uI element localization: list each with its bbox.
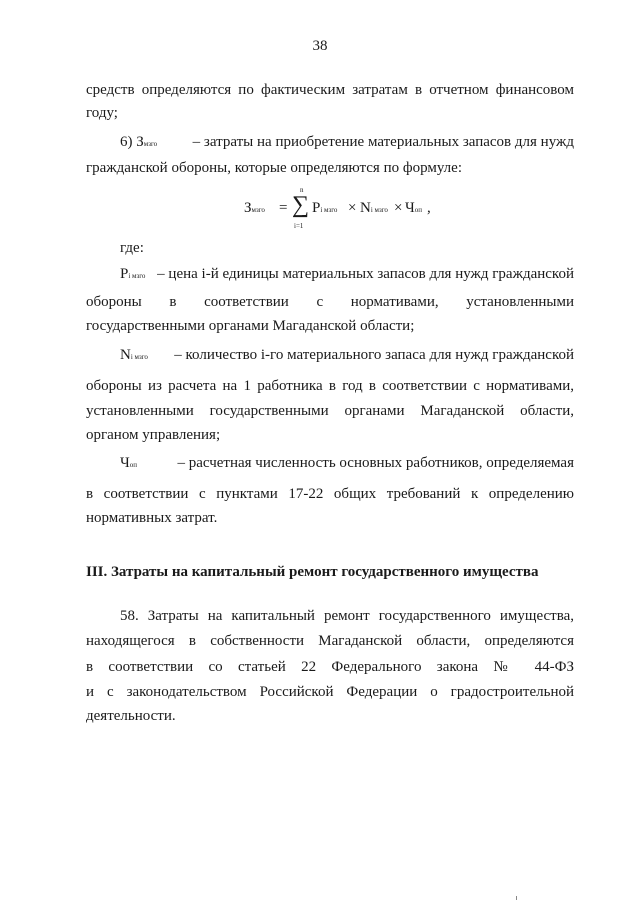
symbol-n-subscript: i мзго — [130, 353, 148, 361]
paragraph-58-line: в соответствии со статьей 22 Федерального закона № 44-ФЗ — [86, 659, 574, 675]
symbol-p: P — [120, 266, 129, 282]
paragraph-58-line: 58. Затраты на капитальный ремонт государственного имущества, — [120, 608, 574, 624]
body-line: обороны в соответствии с нормативами, установленными — [86, 294, 574, 310]
body-line: обороны из расчета на 1 работника в год в соответствии с нормативами, — [86, 378, 574, 394]
symbol-z: З — [136, 134, 144, 150]
body-line: средств определяются по фактическим затратам в отчетном финансовом — [86, 82, 574, 98]
sum-lower-limit: i=1 — [294, 222, 304, 230]
item-6-text: – затраты на приобретение материальных запасов для нужд — [192, 134, 574, 150]
body-line: установленными государственными органами Магаданской области, — [86, 403, 574, 419]
body-line: году; — [86, 105, 118, 121]
formula-times: × — [348, 200, 357, 216]
formula-ch: Чоп — [405, 200, 422, 216]
symbol-n: N — [120, 347, 131, 363]
paragraph-58-line: деятельности. — [86, 708, 176, 724]
body-line: в соответствии с пунктами 17-22 общих требований к определению — [86, 486, 574, 502]
scan-mark — [516, 896, 517, 900]
body-line: органом управления; — [86, 427, 221, 443]
item-number: 6) — [120, 134, 133, 150]
body-line: нормативных затрат. — [86, 510, 218, 526]
sum-sign: ∑ — [292, 192, 310, 218]
symbol-z-subscript: мзго — [143, 140, 158, 148]
item-6-line — [120, 132, 574, 154]
body-line: гражданской обороны, которые определяются по формуле: — [86, 160, 462, 176]
formula-lhs: Змзго — [244, 200, 265, 216]
def-n-line — [120, 345, 574, 367]
body-line: государственными органами Магаданской области; — [86, 318, 415, 334]
symbol-p-subscript: i мзго — [128, 272, 146, 280]
symbol-ch-subscript: оп — [129, 461, 137, 469]
def-n-text: – количество i-го материального запаса для нужд гражданской — [174, 347, 574, 363]
formula-p: Pi мзго — [312, 200, 338, 216]
formula-equals: = — [279, 200, 288, 216]
where-label: где: — [120, 240, 144, 256]
sum-upper-limit: n — [300, 186, 304, 194]
formula-times: × — [394, 200, 403, 216]
section-heading: III. Затраты на капитальный ремонт государственного имущества — [86, 564, 539, 580]
paragraph-58-line: находящегося в собственности Магаданской области, определяются — [86, 633, 574, 649]
formula-comma: , — [427, 200, 431, 216]
formula-n: Ni мзго — [360, 200, 388, 216]
def-p-text: – цена i-й единицы материальных запасов для нужд гражданской — [157, 266, 574, 282]
def-ch-line — [120, 453, 574, 475]
def-ch-text: – расчетная численность основных работников, определяемая — [177, 455, 574, 471]
page-number: 38 — [312, 38, 328, 54]
symbol-ch: Ч — [120, 455, 130, 471]
def-p-line — [120, 264, 574, 286]
paragraph-58-line: и с законодательством Российской Федерации о градостроительной — [86, 684, 574, 700]
formula — [244, 188, 434, 238]
